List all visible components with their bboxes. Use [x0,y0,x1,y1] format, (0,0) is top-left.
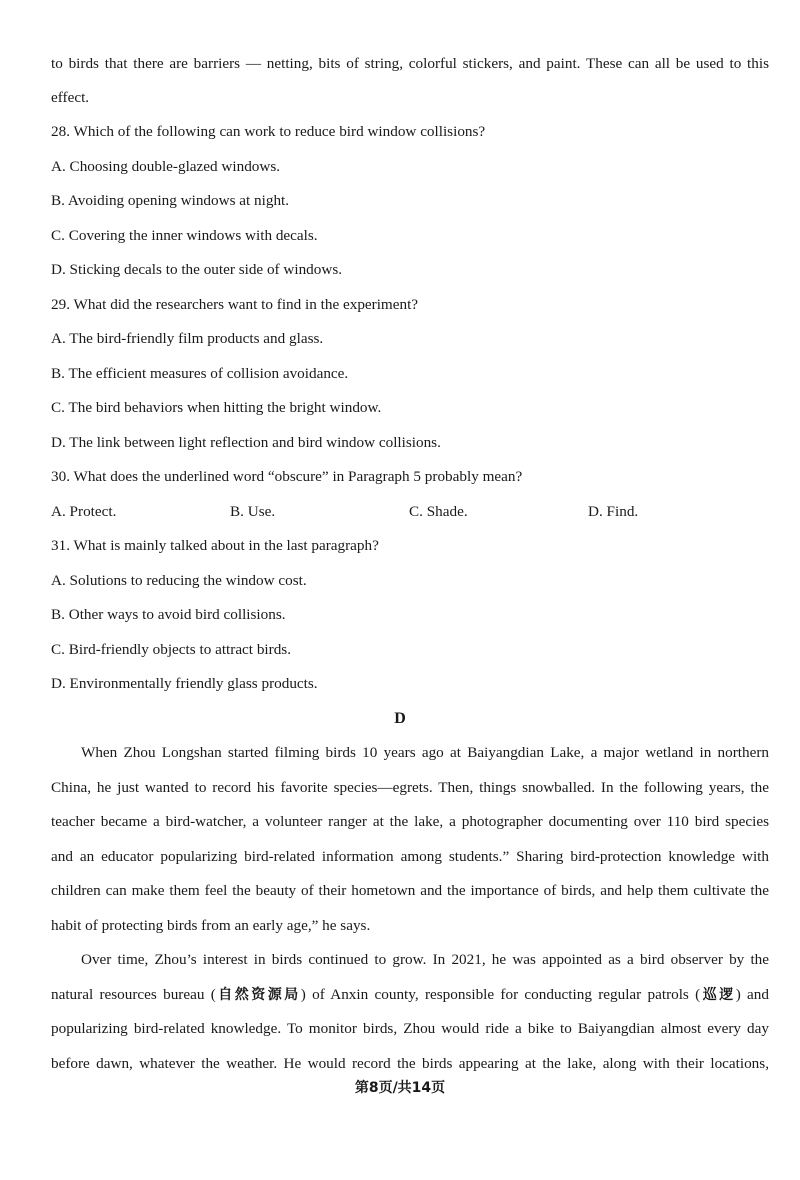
question-31-option-c: C. Bird-friendly objects to attract birds. [51,641,291,658]
question-30-options-row [51,502,769,522]
paragraph-line: When Zhou Longshan started filming birds 10 years ago at Baiyangdian Lake, a major wetland in northern [81,744,769,761]
chinese-gloss: 自然资源局 [215,987,301,1003]
question-28-option-d: D. Sticking decals to the outer side of windows. [51,261,343,278]
paragraph-line: children can make them feel the beauty of their hometown and the importance of birds, and help them cultivate the [51,882,769,899]
paragraph-line: and an educator popularizing bird-related information among students.” Sharing bird-protection knowledge with [51,848,769,865]
paragraph-line: teacher became a bird-watcher, a volunteer ranger at the lake, a photographer documenting over 110 bird species [51,813,769,830]
question-28-option-b: B. Avoiding opening windows at night. [51,192,290,209]
paragraph-line: habit of protecting birds from an early age,” he says. [51,917,371,934]
question-30-option-c: C. Shade. [409,503,468,520]
question-30-option-a: A. Protect. [51,503,117,520]
question-30-option-d: D. Find. [588,503,639,520]
paragraph-line: China, he just wanted to record his favorite species—egrets. Then, things snowballed. In the following years, the [51,779,769,796]
question-29-option-c: C. The bird behaviors when hitting the bright window. [51,399,382,416]
passage-continuation-line: to birds that there are barriers — netting, bits of string, colorful stickers, and paint. These can all be used to this [51,55,769,72]
question-30-stem: 30. What does the underlined word “obscure” in Paragraph 5 probably mean? [51,468,523,485]
question-31-option-d: D. Environmentally friendly glass products. [51,675,318,692]
question-30-option-b: B. Use. [230,503,276,520]
question-29-option-b: B. The efficient measures of collision avoidance. [51,365,349,382]
paragraph-line: Over time, Zhou’s interest in birds continued to grow. In 2021, he was appointed as a bird observer by the [81,951,769,968]
paragraph-line: before dawn, whatever the weather. He would record the birds appearing at the lake, along with their locations, [51,1055,769,1072]
text-segment: ) of Anxin county, responsible for conducting regular patrols ( [300,986,701,1003]
question-28-stem: 28. Which of the following can work to reduce bird window collisions? [51,123,486,140]
paragraph-line-with-chinese [51,985,769,1005]
section-title: D [394,710,406,727]
chinese-gloss: 巡逻 [700,987,736,1003]
question-29-option-d: D. The link between light reflection and bird window collisions. [51,434,441,451]
question-31-option-b: B. Other ways to avoid bird collisions. [51,606,286,623]
question-31-stem: 31. What is mainly talked about in the last paragraph? [51,537,379,554]
text-segment: ) and [735,986,769,1003]
question-29-stem: 29. What did the researchers want to find in the experiment? [51,296,419,313]
text-segment: natural resources bureau ( [51,986,216,1003]
question-31-option-a: A. Solutions to reducing the window cost. [51,572,307,589]
question-28-option-a: A. Choosing double-glazed windows. [51,158,281,175]
passage-continuation-line: effect. [51,89,90,106]
question-28-option-c: C. Covering the inner windows with decals. [51,227,318,244]
paragraph-line: popularizing bird-related knowledge. To monitor birds, Zhou would ride a bike to Baiyangdian almost every day [51,1020,769,1037]
question-29-option-a: A. The bird-friendly film products and glass. [51,330,324,347]
page-footer: 第8页/共14页 [354,1080,446,1096]
